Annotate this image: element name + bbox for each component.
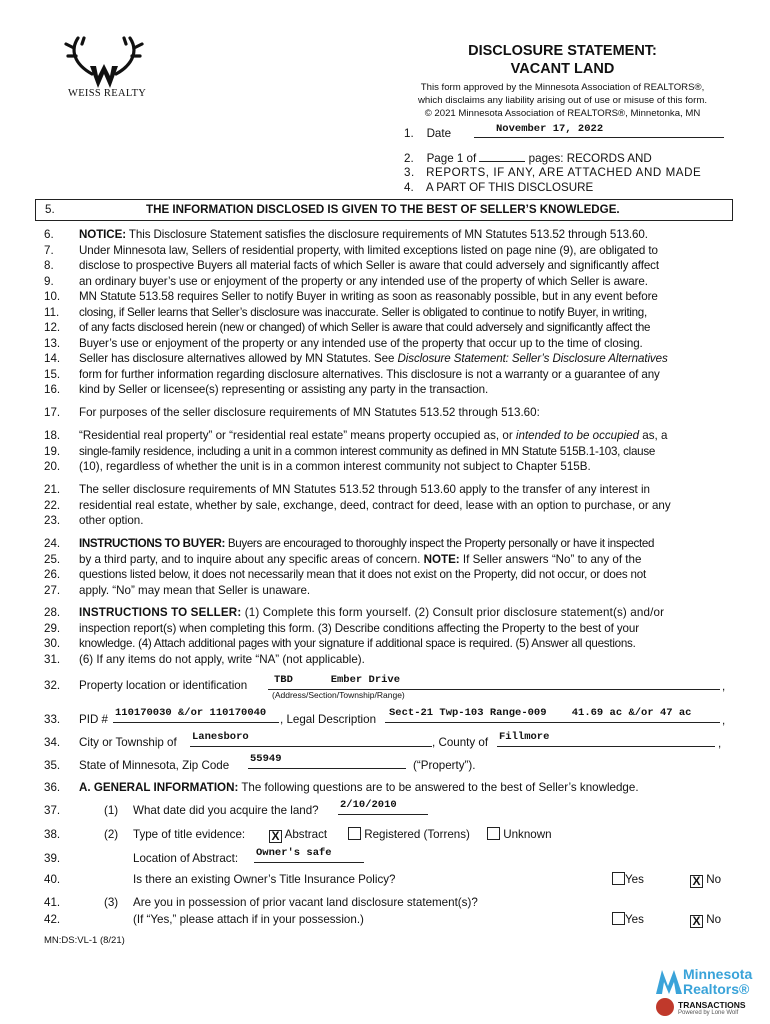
line-1: 1. Date	[404, 127, 452, 140]
property-location-value: TBD Ember Drive	[274, 674, 401, 686]
applicability-paragraph: The seller disclosure requirements of MN Statutes 513.52 through 513.60 apply to the transfer of any interest in residential real estate, whether by sale, exchange, deed, contract for deed, lease with an option to purchase, or any other option.	[79, 483, 671, 527]
zip-code-field[interactable]	[248, 753, 406, 769]
torrens-checkbox[interactable]	[348, 827, 361, 840]
realtors-brand: Minnesota Realtors®	[683, 966, 753, 997]
prior-disclosure-yes[interactable]: Yes	[612, 912, 644, 928]
line-40: 40. Is there an existing Owner’s Title Insurance Policy?	[44, 873, 396, 886]
city-value: Lanesboro	[192, 731, 249, 743]
line-37: 37. (1) What date did you acquire the land?	[44, 804, 319, 817]
title-policy-no[interactable]: X No	[690, 872, 721, 888]
logo-text: WEISS REALTY	[68, 88, 147, 99]
best-knowledge-text: THE INFORMATION DISCLOSED IS GIVEN TO THE BEST OF SELLER’S KNOWLEDGE.	[146, 203, 620, 216]
form-code: MN:DS:VL-1 (8/21)	[44, 935, 125, 946]
prior-disclosure-yes-checkbox[interactable]	[612, 912, 625, 925]
approval-line-1: This form approved by the Minnesota Association of REALTORS®,	[420, 82, 705, 93]
form-subtitle: VACANT LAND	[510, 61, 615, 77]
notice-paragraph: NOTICE: This Disclosure Statement satisfies the disclosure requirements of MN Statutes 513.52 through 513.60. Under Minnesota law, Sellers of residential property, with limited exceptions listed on page nine (9), are obligated to disclose to prospective Buyers all material facts of which Seller is aware that could adversely and significantly affect an ordinary buyer’s use or enjoyment of the property or any intended use of the property of which Seller is aware. MN Statute 513.58 requires Seller to notify Buyer in writing as soon as reasonably possible, but in any event before closing, if Seller learns that Seller’s disclosure was inaccurate. Seller is obligated to continue to notify Buyer, in writing, of any facts disclosed herein (new or changed) of which Seller is aware that could adversely and significantly affect the Buyer’s use or enjoyment of the property or any intended use of the property that occur up to the time of closing. Seller has disclosure alternatives allowed by MN Statutes. See Disclosure Statement: Seller’s Disclosure Alternatives form for further information regarding disclosure alternatives. This disclosure is not a warranty or a guarantee of any kind by Seller or licensee(s) representing or assisting any party in the transaction.	[79, 228, 668, 396]
county-value: Fillmore	[499, 731, 550, 743]
antler-icon	[64, 34, 144, 90]
title-policy-yes[interactable]: Yes	[612, 872, 644, 888]
pid-field[interactable]	[113, 707, 279, 723]
abstract-location-value: Owner's safe	[256, 847, 332, 859]
prior-disclosure-no-checkbox[interactable]: X	[690, 915, 703, 928]
date-field[interactable]	[474, 122, 724, 138]
line-42: 42. (If “Yes,” please attach if in your possession.)	[44, 913, 364, 926]
line-33: 33. PID #	[44, 713, 108, 726]
county-label: , County of	[432, 736, 489, 749]
line-36: 36. A. GENERAL INFORMATION: The following questions are to be answered to the best of Seller’s knowledge.	[44, 781, 639, 794]
legal-description-value: Sect-21 Twp-103 Range-009 41.69 ac &/or 47 ac	[389, 707, 692, 719]
property-location-field[interactable]	[268, 674, 720, 690]
line-32: 32. Property location or identification	[44, 679, 248, 692]
page-count-field[interactable]	[479, 150, 525, 162]
date-value: November 17, 2022	[496, 123, 604, 135]
abstract-option[interactable]: X Abstract	[269, 827, 327, 843]
approval-line-2: which disclaims any liability arising out of use or misuse of this form.	[418, 95, 707, 106]
block-28-numbers: 28. 29. 30. 31.	[44, 606, 61, 666]
notice-label: NOTICE:	[79, 228, 126, 241]
abstract-location-field[interactable]	[254, 847, 364, 863]
acquire-date-field[interactable]	[338, 799, 428, 815]
title-policy-yes-checkbox[interactable]	[612, 872, 625, 885]
unknown-option[interactable]: Unknown	[487, 827, 552, 843]
transactions-logo: TRANSACTIONS	[678, 1000, 746, 1010]
block-18-numbers: 18. 19. 20.	[44, 429, 61, 473]
acquire-date-value: 2/10/2010	[340, 799, 397, 811]
abstract-checkbox[interactable]: X	[269, 830, 282, 843]
best-knowledge-box: 5. THE INFORMATION DISCLOSED IS GIVEN TO THE BEST OF SELLER’S KNOWLEDGE.	[35, 199, 733, 221]
title-policy-no-checkbox[interactable]: X	[690, 875, 703, 888]
legal-description-field[interactable]	[385, 707, 720, 723]
logo	[64, 34, 147, 104]
copyright-line: © 2021 Minnesota Association of REALTORS®, Minnetonka, MN	[424, 108, 701, 119]
seller-instructions-label: INSTRUCTIONS TO SELLER:	[79, 606, 242, 619]
line-35: 35. State of Minnesota, Zip Code	[44, 759, 230, 772]
realtors-logo-icon	[656, 968, 682, 994]
buyer-instructions-label: INSTRUCTIONS TO BUYER:	[79, 537, 226, 550]
zip-code-value: 55949	[250, 753, 282, 765]
prior-disclosure-no[interactable]: X No	[690, 912, 721, 928]
line-41: 41. (3) Are you in possession of prior vacant land disclosure statement(s)?	[44, 896, 478, 909]
residential-definition: “Residential real property” or “residential real estate” means property occupied as, or intended to be occupied as, a single-family residence, including a unit in a common interest community as defined in MN Statute 515B.1-103, clause (10), regardless of whether the unit is in a common interest community not subject to Chapter 515B.	[79, 429, 668, 473]
location-caption: (Address/Section/Township/Range)	[272, 690, 405, 700]
instructions-to-buyer: INSTRUCTIONS TO BUYER: Buyers are encouraged to thoroughly inspect the Property personally or have it inspected by a third party, and to inquire about any specific areas of concern. NOTE: If Seller answers “No” to any of the questions listed below, it does not necessarily mean that it does not exist on the Property, did not occur, or does not apply. “No” may mean that Seller is unaware.	[79, 537, 655, 597]
notice-numbers: 6. 7. 8. 9. 10. 11. 12. 13. 14. 15. 16.	[44, 228, 61, 396]
pid-value: 110170030 &/or 110170040	[115, 707, 267, 719]
line-38: 38. (2) Type of title evidence:	[44, 828, 246, 841]
legal-description-label: , Legal Description	[280, 713, 377, 726]
line-17: 17. For purposes of the seller disclosure requirements of MN Statutes 513.52 through 513.60:	[44, 406, 540, 419]
torrens-option[interactable]: Registered (Torrens)	[348, 827, 470, 843]
instructions-to-seller: INSTRUCTIONS TO SELLER: (1) Complete this form yourself. (2) Consult prior disclosure statement(s) and/or inspection report(s) when completing this form. (3) Describe conditions affecting the Property to the best of your knowledge. (4) Attach additional pages with your signature if additional space is required. (5) Answer all questions. (6) If any items do not apply, write “NA” (not applicable).	[79, 606, 665, 666]
wolf-icon	[656, 998, 674, 1016]
general-info-heading: A. GENERAL INFORMATION:	[79, 781, 239, 794]
city-field[interactable]	[190, 731, 432, 747]
line-4: 4. A PART OF THIS DISCLOSURE	[404, 181, 594, 194]
line-34: 34. City or Township of	[44, 736, 177, 749]
line-39: 39. Location of Abstract:	[44, 852, 239, 865]
line-2: 2. Page 1 of pages: RECORDS AND	[404, 152, 652, 165]
form-title: DISCLOSURE STATEMENT:	[468, 43, 657, 59]
line-3: 3. REPORTS, IF ANY, ARE ATTACHED AND MADE	[404, 166, 702, 179]
county-field[interactable]	[497, 731, 715, 747]
date-label: Date	[426, 127, 452, 140]
transactions-sub: Powered by Lone Wolf	[678, 1010, 739, 1016]
block-24-numbers: 24. 25. 26. 27.	[44, 537, 61, 597]
disclosure-alternatives-ref: Disclosure Statement: Seller’s Disclosure Alternatives	[397, 352, 668, 365]
block-21-numbers: 21. 22. 23.	[44, 483, 61, 527]
property-suffix: (“Property”).	[413, 759, 476, 772]
unknown-checkbox[interactable]	[487, 827, 500, 840]
